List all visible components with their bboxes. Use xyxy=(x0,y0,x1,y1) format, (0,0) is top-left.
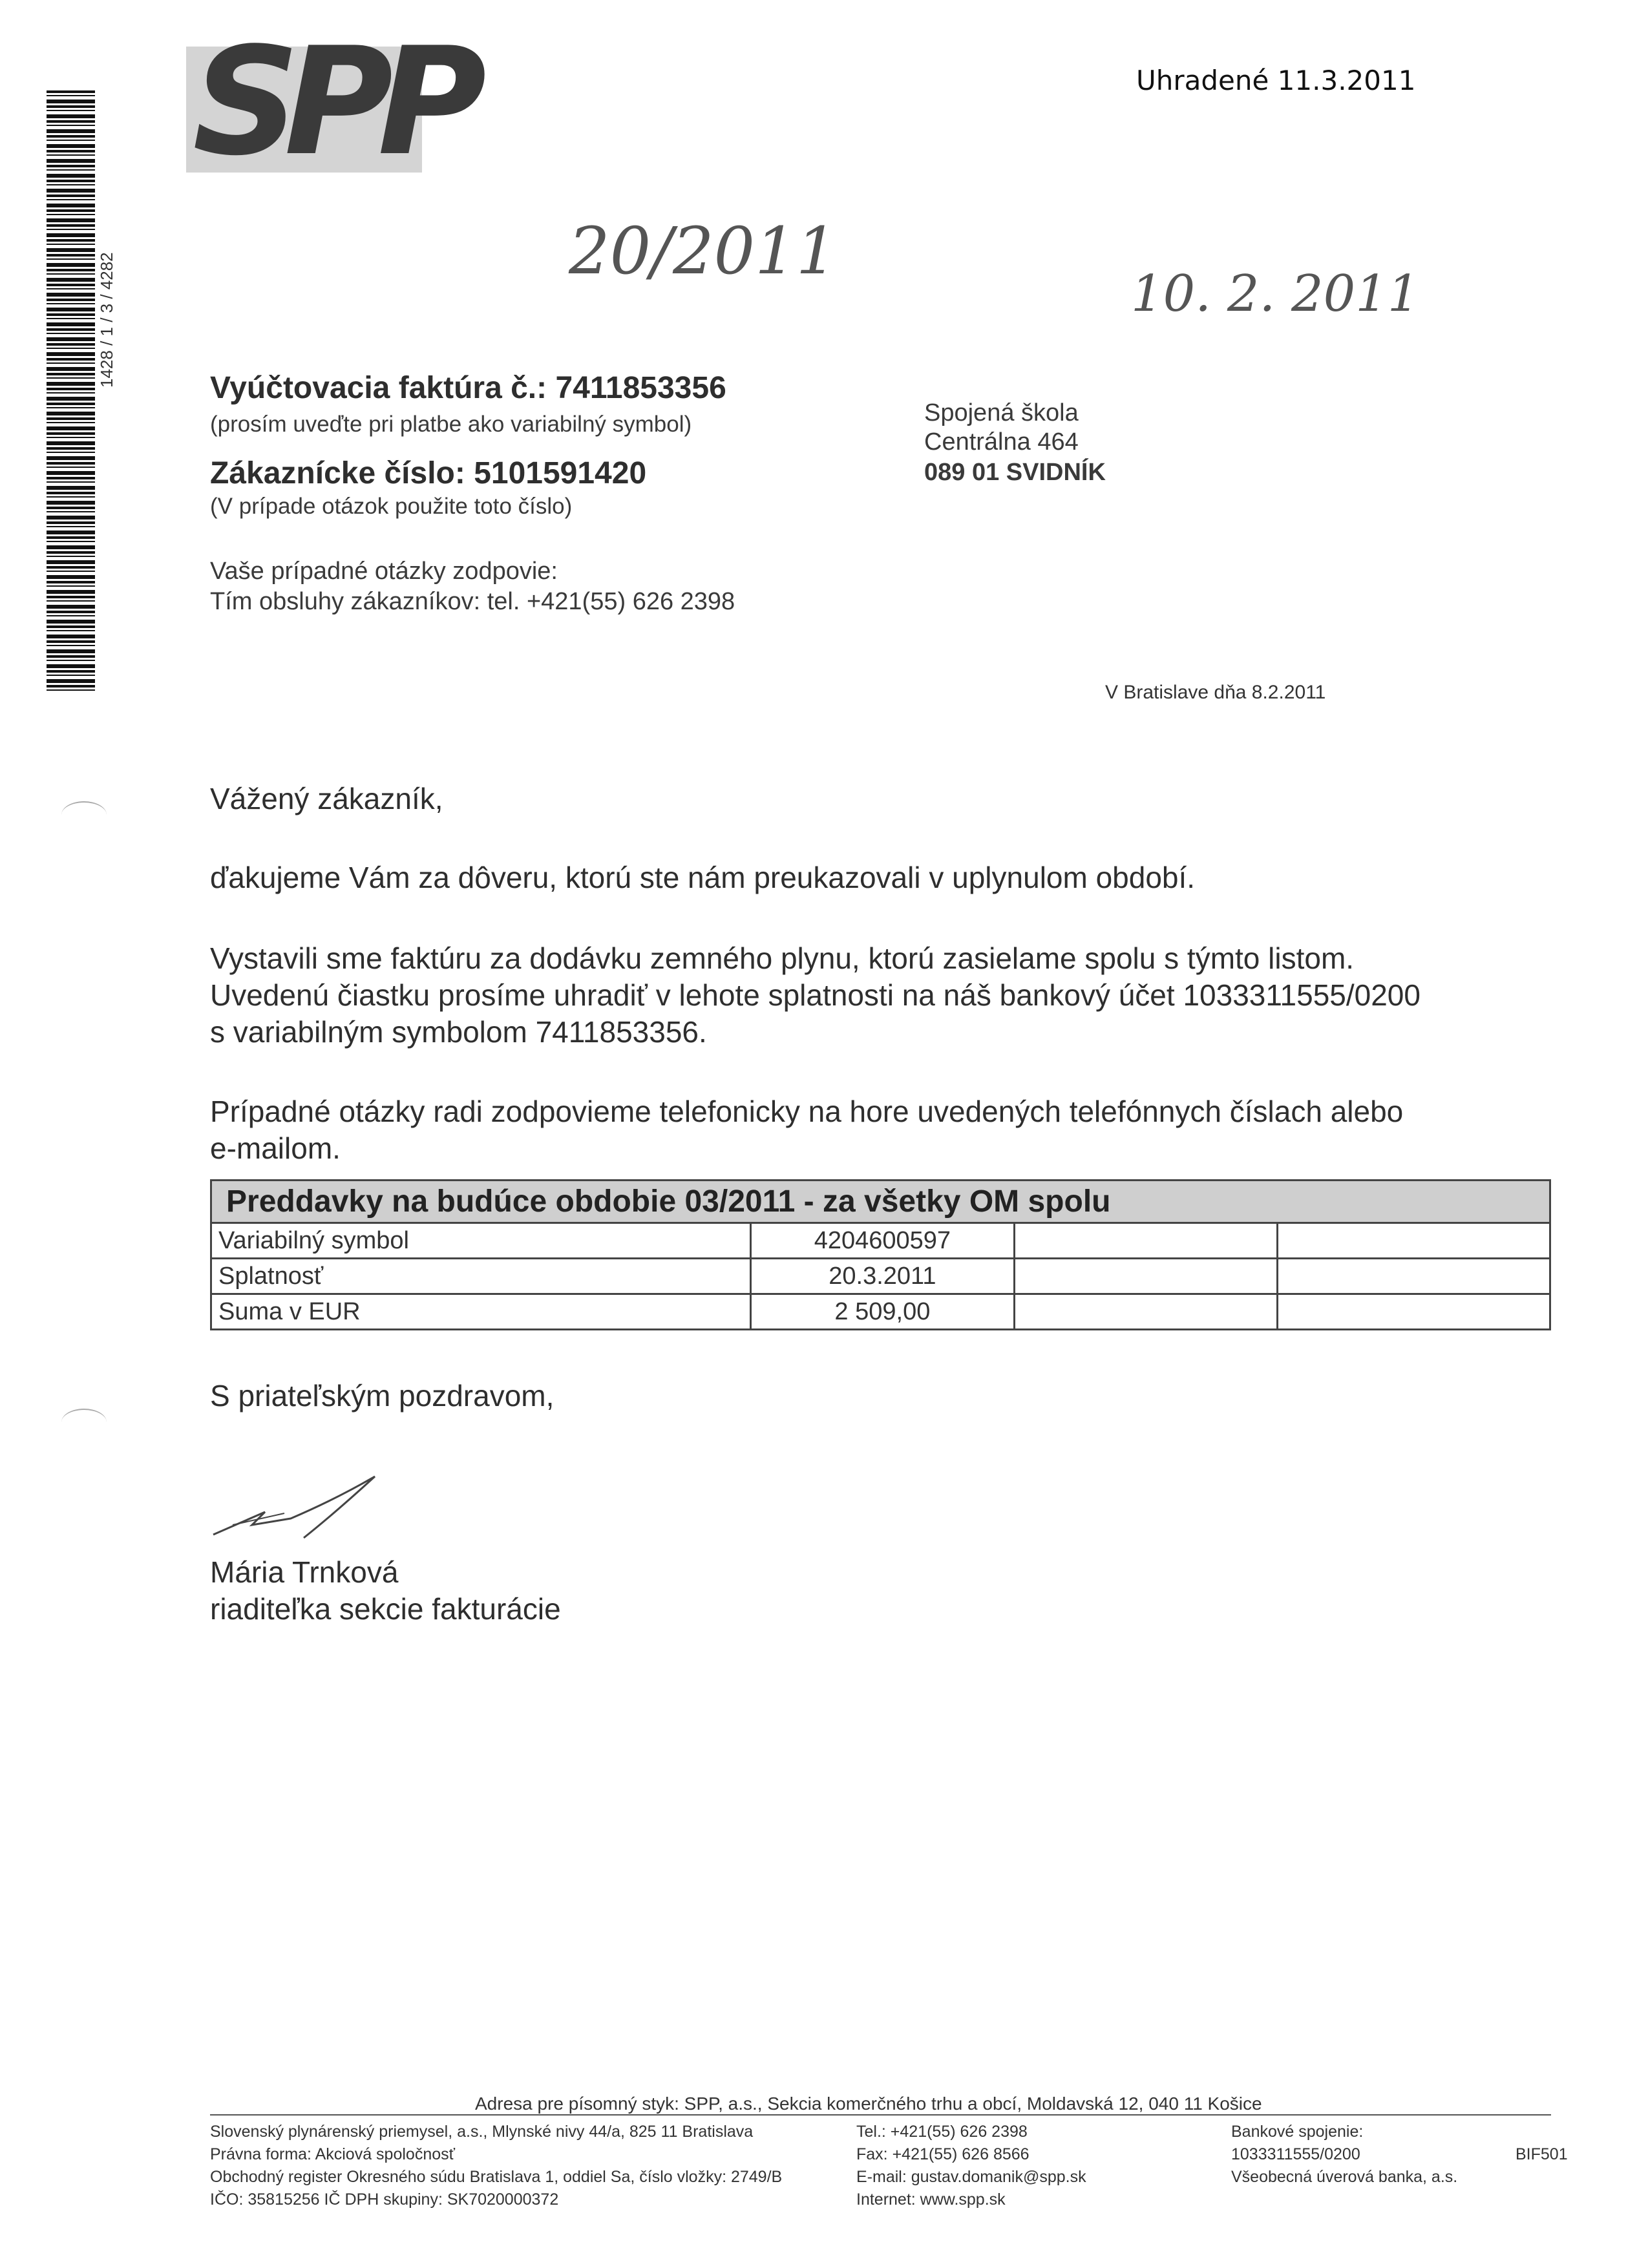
footer-company xyxy=(210,2121,782,2211)
footer-bank-name: Všeobecná úverová banka, a.s. xyxy=(1231,2168,1458,2186)
recipient-city: 089 01 SVIDNÍK xyxy=(924,459,1106,486)
handwritten-date: 10. 2. 2011 xyxy=(1131,265,1420,323)
barcode xyxy=(47,90,95,691)
row-value: 20.3.2011 xyxy=(750,1259,1014,1294)
footer-email: E-mail: gustav.domanik@spp.sk xyxy=(856,2168,1086,2186)
footer-tel: Tel.: +421(55) 626 2398 xyxy=(856,2123,1028,2141)
paragraph-invoice xyxy=(210,940,1421,1051)
punch-hole xyxy=(61,801,107,828)
footer-ico: IČO: 35815256 IČ DPH skupiny: SK7020000372 xyxy=(210,2190,559,2209)
footer-internet: Internet: www.spp.sk xyxy=(856,2190,1006,2209)
customer-note: (V prípade otázok použite toto číslo) xyxy=(210,494,573,519)
date-line: V Bratislave dňa 8.2.2011 xyxy=(1105,682,1326,703)
row-label: Variabilný symbol xyxy=(211,1223,751,1259)
row-label: Splatnosť xyxy=(211,1259,751,1294)
invoice-title-label: Vyúčtovacia faktúra č.: xyxy=(210,371,556,405)
footer-company-name: Slovenský plynárenský priemysel, a.s., Mlynské nivy 44/a, 825 11 Bratislava xyxy=(210,2123,754,2141)
paragraph-questions xyxy=(210,1093,1403,1167)
invoice-number: 7411853356 xyxy=(555,371,726,405)
footer-bank-account: 1033311555/0200 xyxy=(1231,2145,1360,2163)
empty-cell xyxy=(1278,1294,1550,1330)
row-label: Suma v EUR xyxy=(211,1294,751,1330)
invoice-title xyxy=(210,370,726,406)
footer-contact xyxy=(856,2121,1086,2211)
punch-hole xyxy=(61,1409,107,1436)
paragraph-invoice-line-3: s variabilným symbolom 7411853356. xyxy=(210,1015,707,1049)
customer-label: Zákaznícke číslo: xyxy=(210,456,474,490)
empty-cell xyxy=(1014,1259,1277,1294)
advance-payment-table xyxy=(210,1179,1551,1330)
customer-number: 5101591420 xyxy=(474,456,647,490)
footer-address: Adresa pre písomný styk: SPP, a.s., Sekcia komerčného trhu a obcí, Moldavská 12, 040 11 Košice xyxy=(475,2094,1262,2114)
paragraph-invoice-line-1: Vystavili sme faktúru za dodávku zemného plynu, ktorú zasielame spolu s týmto listom. xyxy=(210,941,1355,975)
row-value: 4204600597 xyxy=(750,1223,1014,1259)
signer-name: Mária Trnková xyxy=(210,1555,399,1589)
footer-register: Obchodný register Okresného súdu Bratislava 1, oddiel Sa, číslo vložky: 2749/B xyxy=(210,2168,783,2186)
table-row xyxy=(211,1294,1550,1330)
row-value: 2 509,00 xyxy=(750,1294,1014,1330)
logo-text: SPP xyxy=(193,16,471,189)
recipient-street: Centrálna 464 xyxy=(924,428,1079,456)
footer-divider xyxy=(210,2114,1551,2116)
questions-line-1: Vaše prípadné otázky zodpovie: xyxy=(210,558,558,585)
table-row xyxy=(211,1223,1550,1259)
empty-cell xyxy=(1014,1223,1277,1259)
signer-title: riaditeľka sekcie fakturácie xyxy=(210,1592,561,1626)
table-header-row xyxy=(211,1181,1550,1223)
invoice-note: (prosím uveďte pri platbe ako variabilný symbol) xyxy=(210,412,692,437)
handwritten-reference: 20/2011 xyxy=(569,213,838,289)
empty-cell xyxy=(1278,1259,1550,1294)
paragraph-invoice-line-2: Uvedenú čiastku prosíme uhradiť v lehote splatnosti na náš bankový účet 1033311555/0200 xyxy=(210,978,1421,1012)
footer-bank-label: Bankové spojenie: xyxy=(1231,2123,1364,2141)
paragraph-questions-line-1: Prípadné otázky radi zodpovieme telefonicky na hore uvedených telefónnych číslach alebo xyxy=(210,1095,1404,1128)
footer-bank xyxy=(1231,2121,1457,2189)
recipient-name: Spojená škola xyxy=(924,399,1079,426)
table-title: Preddavky na budúce obdobie 03/2011 - za všetky OM spolu xyxy=(211,1181,1550,1223)
signature xyxy=(207,1473,388,1544)
questions-line-2: Tím obsluhy zákazníkov: tel. +421(55) 626 2398 xyxy=(210,588,735,615)
regards: S priateľským pozdravom, xyxy=(210,1379,555,1412)
empty-cell xyxy=(1278,1223,1550,1259)
barcode-number: 1428 / 1 / 3 / 4282 xyxy=(97,252,116,388)
footer-fax: Fax: +421(55) 626 8566 xyxy=(856,2145,1030,2163)
customer-number-line xyxy=(210,456,646,491)
greeting: Vážený zákazník, xyxy=(210,782,443,815)
table-row xyxy=(211,1259,1550,1294)
paragraph-questions-line-2: e-mailom. xyxy=(210,1131,341,1165)
paragraph-thanks: ďakujeme Vám za dôveru, ktorú ste nám preukazovali v uplynulom období. xyxy=(210,861,1196,894)
footer-legal-form: Právna forma: Akciová spoločnosť xyxy=(210,2145,456,2163)
paid-note: Uhradené 11.3.2011 xyxy=(1136,65,1416,96)
spp-logo xyxy=(186,16,471,189)
form-code: BIF501 xyxy=(1516,2145,1568,2163)
empty-cell xyxy=(1014,1294,1277,1330)
